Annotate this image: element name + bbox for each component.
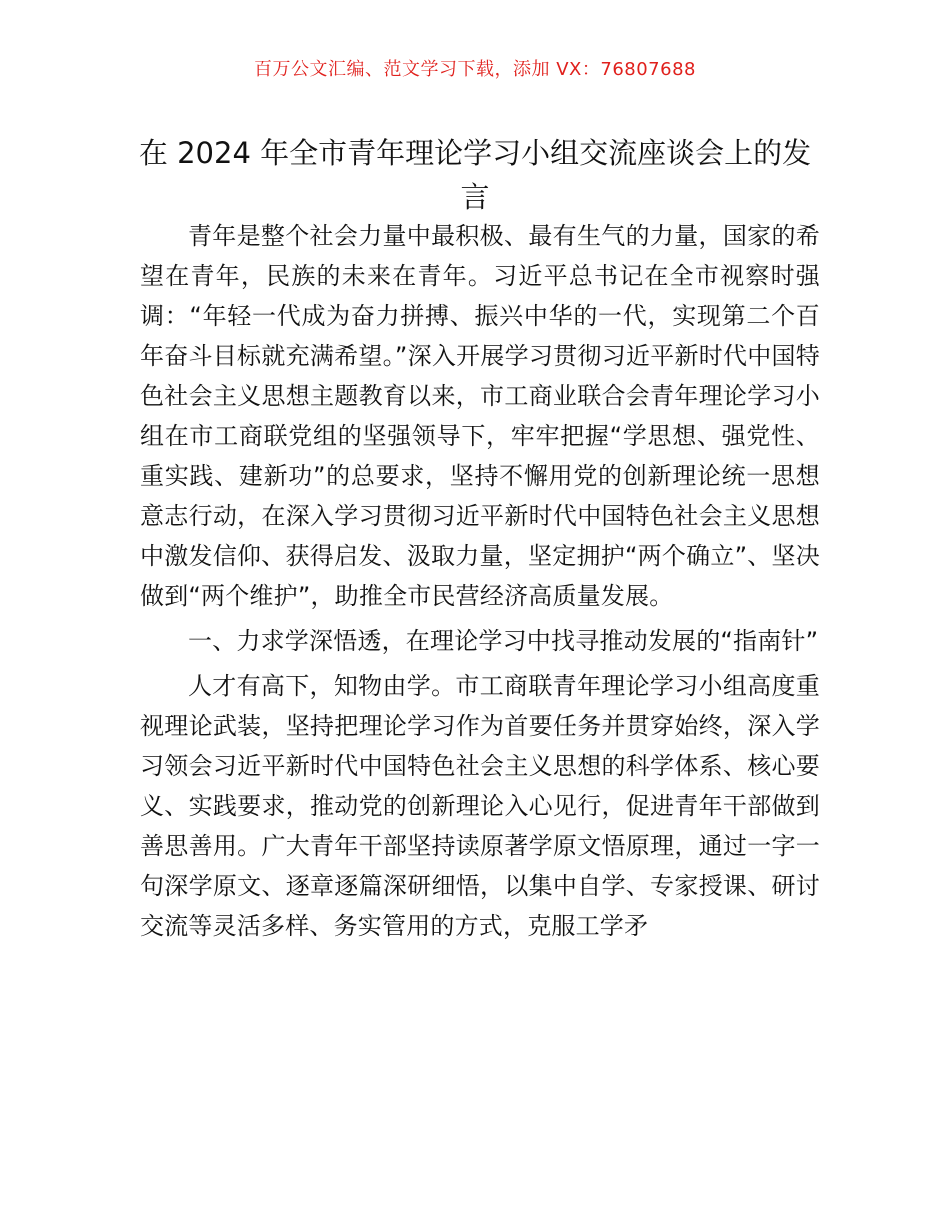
- document-title: 在 2024 年全市青年理论学习小组交流座谈会上的发言: [138, 136, 812, 215]
- header-contact-note: 百万公文汇编、范文学习下载，添加 VX：76807688: [254, 59, 696, 80]
- document-body: [140, 216, 820, 951]
- section-heading-1: 一、力求学深悟透，在理论学习中找寻推动发展的“指南针”: [188, 627, 819, 655]
- body-paragraph-intro: 青年是整个社会力量中最积极、最有生气的力量，国家的希望在青年，民族的未来在青年。习近平总书记在全市视察时强调：“年轻一代成为奋力拼搏、振兴中华的一代，实现第二个百年奋斗目标就充满希望。”深入开展学习贯彻习近平新时代中国特色社会主义思想主题教育以来，市工商业联合会青年理论学习小组在市工商联党组的坚强领导下，牢牢把握“学思想、强党性、重实践、建新功”的总要求，坚持不懈用党的创新理论统一思想意志行动，在深入学习贯彻习近平新时代中国特色社会主义思想中激发信仰、获得启发、汲取力量，坚定拥护“两个确立”、坚决做到“两个维护”，助推全市民营经济高质量发展。: [140, 222, 820, 610]
- body-paragraph-section-1: 人才有高下，知物由学。市工商联青年理论学习小组高度重视理论武装，坚持把理论学习作为首要任务并贯穿始终，深入学习领会习近平新时代中国特色社会主义思想的科学体系、核心要义、实践要求，推动党的创新理论入心见行，促进青年干部做到善思善用。广大青年干部坚持读原著学原文悟原理，通过一字一句深学原文、逐章逐篇深研细悟，以集中自学、专家授课、研讨交流等灵活多样、务实管用的方式，克服工学矛: [140, 672, 820, 940]
